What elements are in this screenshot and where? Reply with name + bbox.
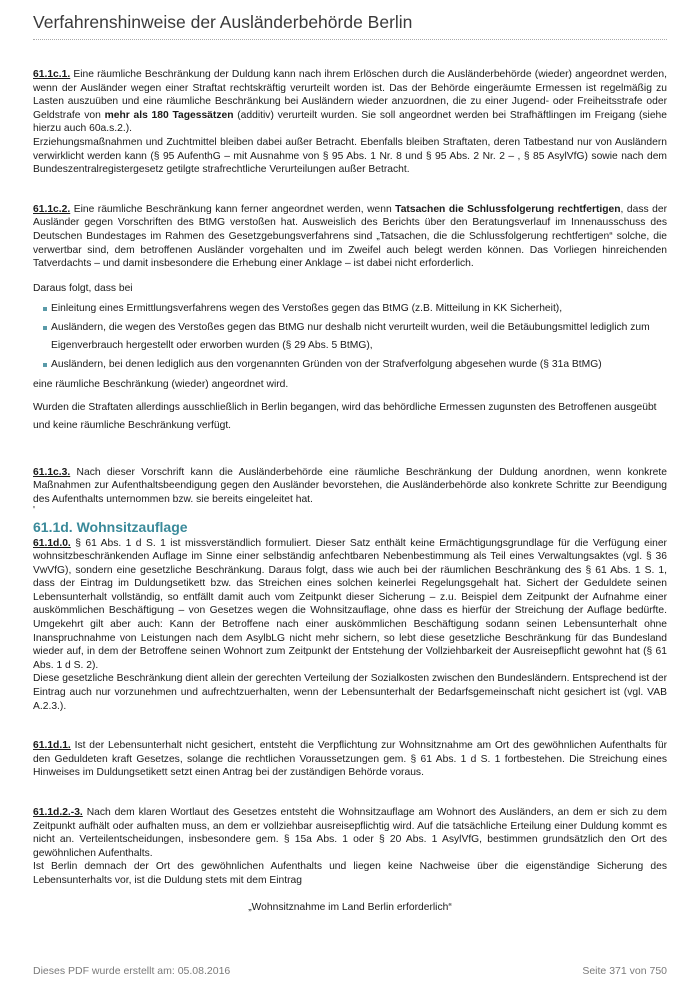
- paragraph-61-1d-2-3: [33, 806, 667, 914]
- paragraph-text: Nach dieser Vorschrift kann die Ausländerbehörde eine räumliche Beschränkung der Duldung anordnen, wenn konkrete Maßnahmen zur Aufenthaltsbeendigung gegen den Ausländer bevorstehen, die Ausländerbehörde also konkrete Schritte zur Beendigung des Aufenthalts unternommen bzw. sie bereits eingeleitet hat.: [33, 466, 667, 505]
- list-item: Ausländern, bei denen lediglich aus den vorgenannten Gründen von der Strafverfolgung abgesehen wurde (§ 31a BtMG): [46, 356, 667, 375]
- paragraph-61-1c-3: [33, 466, 667, 515]
- paragraph-text: Diese gesetzliche Beschränkung dient allein der gerechten Verteilung der Sozialkosten zwischen den Bundesländern. Entsprechend ist der Eintrag auch nur vorzunehmen und aufrechtzuerhalten, wenn der Lebensunterhalt der Bedarfsgemeinschaft nicht gesichert ist (vgl. VAB A.2.3.).: [33, 673, 667, 712]
- paragraph-text: Ist Berlin demnach der Ort des gewöhnlichen Aufenthalts und liegen keine Nachweise über die eigenständige Sicherung des Lebensunterhalts vor, ist die Duldung stets mit dem Eintrag: [33, 861, 667, 886]
- creation-date: Dieses PDF wurde erstellt am: 05.08.2016: [33, 965, 231, 977]
- paragraph-text: eine räumliche Beschränkung (wieder) angeordnet wird.: [33, 379, 289, 391]
- paragraph-number: 61.1c.3.: [33, 466, 71, 478]
- document-body: [33, 68, 667, 914]
- paragraph-61-1d-0: [33, 537, 667, 714]
- paragraph-text: Nach dem klaren Wortlaut des Gesetzes entsteht die Wohnsitzauflage am Wohnort des Ausländers, an dem er sich zu dem Zeitpunkt aufhält oder aufhalten muss, an dem er vollziehbar ausreisepflichtig wird. Auf die tatsächliche Erteilung einer Duldung kommt es nicht an. Verteilentscheidungen, insbesondere gem. § 15a Abs. 1 oder § 20 Abs. 1 AsylVfG, bestimmen grundsätzlich den Ort des gewöhnlichen Aufenthalts.: [33, 807, 667, 859]
- stray-mark: ': [33, 504, 35, 516]
- list-item: Ausländern, die wegen des Verstoßes gegen das BtMG nur deshalb nicht verurteilt wurden, weil die Betäubungsmittel lediglich zum Eigenverbrauch hergestellt oder erworben wurden (§ 29 Abs. 5 BtMG),: [46, 319, 667, 356]
- section-heading: 61.1d. Wohnsitzauflage: [33, 518, 188, 535]
- paragraph-text: Eine räumliche Beschränkung der Duldung kann nach ihrem Erlöschen durch die Ausländerbehörde (wieder) angeordnet werden, wenn der Ausländer wegen einer Straftat rechtskräftig verurteilt worden ist. Das der Behörde eingeräumte Ermessen ist regelmäßig zu Lasten auszuüben und eine räumliche Beschränkung bei Ausländern wieder anzuordnen, die zu einer Jugend- oder Freiheitsstrafe oder Geldstrafe von: [33, 69, 667, 121]
- paragraph-text: § 61 Abs. 1 d S. 1 ist missverständlich formuliert. Dieser Satz enthält keine Ermächtigungsgrundlage für die Verfügung einer wohnsitzbeschränkenden Auflage im Sinne einer selbständig anfechtbaren Nebenbestimmung als Teil eines Verwaltungsaktes (vgl. § 36 VwVfG), sondern eine gesetzliche Beschränkung. Daraus folgt, dass wie auch bei der räumlichen Beschränkung des § 61 Abs. 1 S. 1, dass der Eintrag im Duldungsetikett bzw. das Streichen eines solchen keinerlei Regelungsgehalt hat. Sichert der Geduldete seinen Lebensunterhalt vollständig, so entfällt damit auch vom Zeitpunkt dieser Sicherung – z.u. Beispiel dem Zeitpunkt der Aufnahme einer auskömmlichen Beschäftigung – von Gesetzes wegen die Wohnsitzauflage, ohne dass es hierfür der Streichung der Auflage bedürfte. Umgekehrt gilt aber auch: Kann der Betroffene nach einer auskömmlichen Beschäftigung sodann seinen Lebensunterhalt ohne Inanspruchnahme von Leistungen nach dem AsylbLG nicht mehr sichern, so lebt diese gesetzliche Beschränkung für das Bundesland wieder auf, in dem der Betroffene seinen Wohnort zum Zeitpunkt der Entstehung der Vollziehbarkeit der Ausreisepflicht gewohnt hat (§ 61 Abs. 1 d S. 2).: [33, 537, 667, 671]
- paragraph-61-1c-2: [33, 203, 667, 436]
- list-item: Einleitung eines Ermittlungsverfahrens wegen des Verstoßes gegen das BtMG (z.B. Mitteilung in KK Sicherheit),: [46, 300, 667, 319]
- paragraph-61-1d-1: [33, 739, 667, 780]
- paragraph-number: 61.1c.1.: [33, 69, 71, 80]
- bullet-list: [33, 300, 667, 374]
- paragraph-text: Wurden die Straftaten allerdings ausschließlich in Berlin begangen, wird das behördliche Ermessen zugunsten des Betroffenen ausgeübt und keine räumliche Beschränkung verfügt.: [33, 401, 657, 432]
- paragraph-text: (additiv) verurteilt wurden. Sie soll angeordnet werden bei Strafhäftlingen im Freigang (siehe hierzu auch 60a.s.2.).: [33, 109, 667, 135]
- page-footer: [33, 965, 667, 977]
- paragraph-text: , dass der Ausländer gegen Vorschriften des BtMG verstoßen hat. Ausweislich des Berichts über den Beratungsverlauf im Innenausschuss des Deutschen Bundestages im Rahmen des Gesetzgebungsverfahrens sind „Tatsachen, die die Schlussfolgerung rechtfertigen“ solche, die verwertbar sind, dem betroffenen Ausländer vorgehalten und im Zweifel auch belegt werden können. Das Vorliegen hinreichenden Tatverdachts – und damit insbesondere die Erhebung einer Anklage – ist dabei nicht erforderlich.: [33, 203, 667, 270]
- document-title: Verfahrenshinweise der Ausländerbehörde Berlin: [33, 12, 413, 32]
- page-number: Seite 371 von 750: [582, 965, 667, 977]
- quoted-entry: „Wohnsitznahme im Land Berlin erforderlich“: [248, 901, 452, 913]
- paragraph-number: 61.1d.2.-3.: [33, 807, 83, 818]
- paragraph-number: 61.1d.0.: [33, 537, 71, 549]
- emphasis-text: mehr als 180 Tagessätzen: [104, 109, 234, 121]
- paragraph-number: 61.1c.2.: [33, 203, 71, 215]
- paragraph-number: 61.1d.1.: [33, 740, 71, 752]
- paragraph-text: Eine räumliche Beschränkung kann ferner angeordnet werden, wenn: [70, 203, 396, 215]
- page-header: [33, 10, 667, 40]
- paragraph-text: Ist der Lebensunterhalt nicht gesichert, entsteht die Verpflichtung zur Wohnsitznahme am Ort des gewöhnlichen Aufenthalts für den Geduldeten kraft Gesetzes, solange die rechtlichen Voraussetzungen gem. § 61 Abs. 1 d S. 1 fortbestehen. Die Streichung eines Hinweises im Duldungsetikett setzt einen Antrag bei der zuständigen Behörde voraus.: [33, 740, 667, 779]
- paragraph-text: Daraus folgt, dass bei: [33, 282, 133, 294]
- emphasis-text: Tatsachen die Schlussfolgerung rechtfertigen: [395, 203, 621, 215]
- paragraph-text: Erziehungsmaßnahmen und Zuchtmittel bleiben dabei außer Betracht. Ebenfalls bleiben Straftaten, deren Tatbestand nur von Ausländern verwirklicht werden kann (§ 95 AufenthG – mit Ausnahme von § 95 Abs. 1 Nr. 8 und § 95 Abs. 2 Nr. 2 – , § 85 AsylVfG) sowie nach dem Bundeszentralregistergesetz getilgte strafrechtliche Verurteilungen außer Betracht.: [33, 136, 667, 176]
- paragraph-61-1c-1: [33, 68, 667, 177]
